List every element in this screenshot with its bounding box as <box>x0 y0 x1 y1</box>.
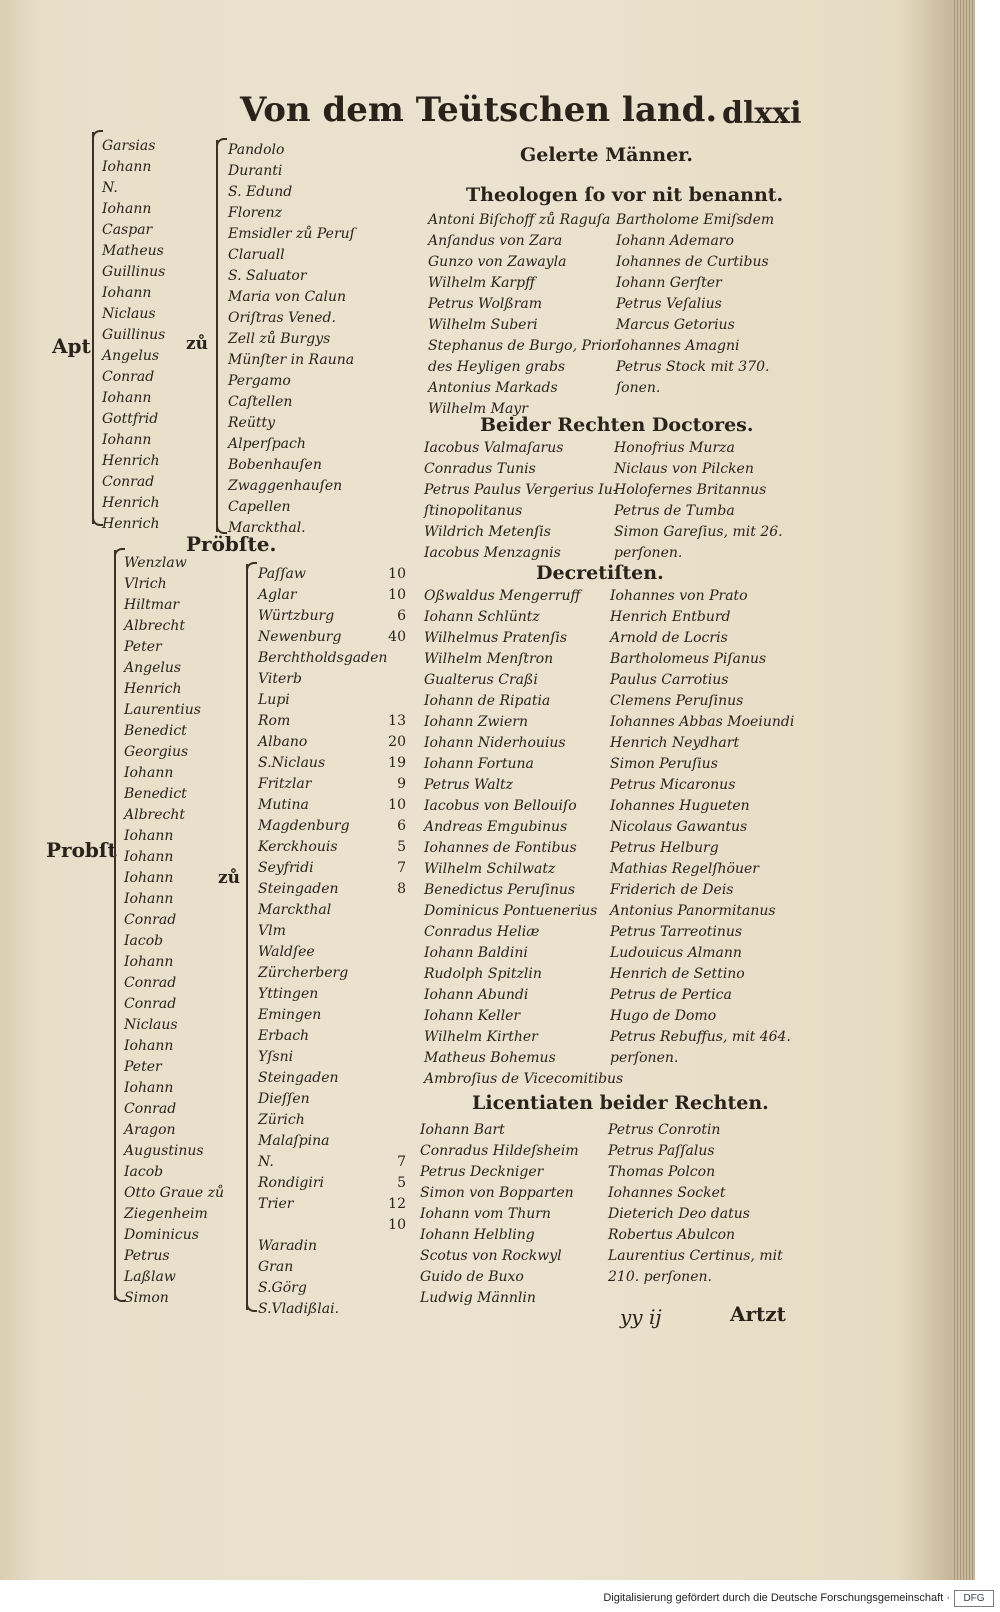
decretist-name: Iohannes Abbas Moeiundi <box>610 714 795 730</box>
probst-place: Trier <box>258 1196 294 1212</box>
apt-place: Emsidler zů Peruſ <box>228 226 355 242</box>
probst-name: Laßlaw <box>124 1269 176 1285</box>
probst-name: Hiltmar <box>124 597 180 613</box>
probst-name: Vlrich <box>124 576 167 592</box>
probst-place: Rondigiri <box>258 1175 325 1191</box>
decretist-name: Iohann Niderhouius <box>424 735 566 751</box>
probst-name: Angelus <box>124 660 182 676</box>
theologe-name: Anſandus von Zara <box>428 233 563 249</box>
probst-number: 12 <box>388 1196 406 1212</box>
decretist-name: Petrus Rebuffus, mit 464. <box>610 1029 791 1045</box>
beider-col1 <box>424 438 617 564</box>
probst-name: Benedict <box>124 786 187 802</box>
doctor-name: Petrus Paulus Vergerius Iu- <box>424 482 618 498</box>
decretist-name: Iohann Abundi <box>424 987 529 1003</box>
doctor-name: Petrus de Tumba <box>614 503 735 519</box>
probst-place: Waldſee <box>258 944 315 960</box>
theologe-name: ſonen. <box>616 380 661 396</box>
theologe-name: Antoni Biſchoff zů Raguſa <box>428 212 611 228</box>
probst-place <box>258 1215 387 1236</box>
probst-name: Iohann <box>124 1080 174 1096</box>
apt-place: S. Edund <box>228 184 293 200</box>
probst-name: Iacob <box>124 1164 164 1180</box>
probst-number: 7 <box>397 860 406 876</box>
decretist-name: Henrich de Settino <box>610 966 745 982</box>
probst-name: Iohann <box>124 954 174 970</box>
probst-place: Fritzlar <box>258 776 312 792</box>
decretist-name: Benedictus Peruſinus <box>424 882 576 898</box>
probst-place: Mutina <box>258 797 309 813</box>
probst-number: 5 <box>397 1175 406 1191</box>
probst-number <box>378 963 406 984</box>
apt-name: Conrad <box>102 474 155 490</box>
doctor-name: Niclaus von Pilcken <box>614 461 754 477</box>
licentiat-name: Robertus Abulcon <box>608 1227 736 1243</box>
probst-name: Iohann <box>124 849 174 865</box>
probst-number <box>378 1299 406 1320</box>
theologe-name: Marcus Getorius <box>616 317 735 333</box>
probst-place: Magdenburg <box>258 818 350 834</box>
probst-number <box>378 1068 406 1089</box>
apt-place: Florenz <box>228 205 282 221</box>
apt-name: Matheus <box>102 243 164 259</box>
doctor-name: Wildrich Metenſis <box>424 524 551 540</box>
decretist-name: Petrus de Pertica <box>610 987 732 1003</box>
probst-place: S.Görg <box>258 1280 307 1296</box>
probst-place: Würtzburg <box>258 608 335 624</box>
probst-place: Zürcherberg <box>258 965 349 981</box>
decretist-name: Rudolph Spitzlin <box>424 966 542 982</box>
apt-place: Zwaggenhauſen <box>228 478 343 494</box>
theologe-name: Iohann Gerſter <box>616 275 722 291</box>
probst-name: Conrad <box>124 912 177 928</box>
apt-brace <box>92 132 94 524</box>
probst-name: Iohann <box>124 891 174 907</box>
probst-place: S.Niclaus <box>258 755 326 771</box>
probst-places-list <box>258 564 387 1320</box>
probst-number: 10 <box>388 1217 406 1233</box>
probst-number <box>378 1257 406 1278</box>
probst-number <box>378 669 406 690</box>
probst-place: Aglar <box>258 587 297 603</box>
probst-name: Iohann <box>124 870 174 886</box>
probst-name: Iohann <box>124 1038 174 1054</box>
folio-number: dlxxi <box>722 96 802 131</box>
probst-place: Yttingen <box>258 986 319 1002</box>
probst-name: Simon <box>124 1290 169 1306</box>
apt-places-brace <box>216 140 218 532</box>
probst-name: Henrich <box>124 681 182 697</box>
doctor-name: perſonen. <box>614 545 683 561</box>
probst-name: Otto Graue zů <box>124 1185 224 1201</box>
probst-number <box>378 1089 406 1110</box>
decretist-name: Ambroſius de Vicecomitibus <box>424 1071 624 1087</box>
decretist-name: Iohann Schlüntz <box>424 609 540 625</box>
probst-number: 10 <box>388 797 406 813</box>
probst-number: 40 <box>388 629 406 645</box>
decretist-name: Iohann Zwiern <box>424 714 528 730</box>
probst-place: Marckthal <box>258 902 332 918</box>
licentiaten-heading: Licentiaten beider Rechten. <box>472 1092 769 1114</box>
footer-credit: Digitalisierung gefördert durch die Deutsche Forschungsgemeinschaft · <box>603 1592 950 1604</box>
probst-number: 5 <box>397 839 406 855</box>
probst-place: Erbach <box>258 1028 310 1044</box>
licentiat-name: Scotus von Rockwyl <box>420 1248 562 1264</box>
probst-number: 10 <box>388 566 406 582</box>
probst-name: Conrad <box>124 975 177 991</box>
probst-place: Zürich <box>258 1112 305 1128</box>
decretist-name: Iohann Fortuna <box>424 756 534 772</box>
theologe-name: Stephanus de Burgo, Prior <box>428 338 618 354</box>
probst-label: Probſt <box>46 838 117 862</box>
apt-place: Claruall <box>228 247 285 263</box>
gelerte-heading: Gelerte Männer. <box>520 144 694 166</box>
doctor-name: Holofernes Britannus <box>614 482 767 498</box>
decretist-name: Oßwaldus Mengerruff <box>424 588 581 604</box>
probst-number <box>378 900 406 921</box>
probst-name: Albrecht <box>124 807 186 823</box>
probst-places-brace <box>246 564 248 1310</box>
apt-place: Duranti <box>228 163 283 179</box>
probst-place: Seyfridi <box>258 860 314 876</box>
dfg-logo: DFG <box>954 1590 994 1607</box>
decretist-name: Bartholomeus Piſanus <box>610 651 767 667</box>
licentiat-name: Iohann Helbling <box>420 1227 535 1243</box>
probst-number: 20 <box>388 734 406 750</box>
apt-name: Henrich <box>102 516 160 532</box>
probst-name: Dominicus <box>124 1227 199 1243</box>
decretist-name: Petrus Micaronus <box>610 777 736 793</box>
probst-name: Iohann <box>124 765 174 781</box>
theologe-name: Petrus Wolßram <box>428 296 543 312</box>
apt-name: Guillinus <box>102 264 166 280</box>
apt-place: Alperſpach <box>228 436 306 452</box>
page-title: Von dem Teütschen land. <box>240 90 718 130</box>
probst-name: Peter <box>124 1059 162 1075</box>
licentiat-name: Ludwig Männlin <box>420 1290 536 1306</box>
apt-place: S. Saluator <box>228 268 307 284</box>
probst-name: Aragon <box>124 1122 176 1138</box>
theologe-name: des Heyligen grabs <box>428 359 566 375</box>
probst-name: Iacob <box>124 933 164 949</box>
probst-name: Peter <box>124 639 162 655</box>
theologe-name: Antonius Markads <box>428 380 558 396</box>
doctor-name: Iacobus Menzagnis <box>424 545 561 561</box>
apt-place: Marckthal. <box>228 520 306 536</box>
doctor-name: Simon Gareſius, mit 26. <box>614 524 783 540</box>
apt-places-list <box>228 140 355 539</box>
decretist-name: Simon Peruſius <box>610 756 718 772</box>
decretist-name: Ludouicus Almann <box>610 945 742 961</box>
probst-place: Waradin <box>258 1238 318 1254</box>
licentiat-name: Iohann Bart <box>420 1122 505 1138</box>
decretist-name: Petrus Helburg <box>610 840 719 856</box>
probst-place: Albano <box>258 734 308 750</box>
theologe-name: Wilhelm Mayr <box>428 401 528 417</box>
decretist-name: Friderich de Deis <box>610 882 734 898</box>
decretist-name: perſonen. <box>610 1050 679 1066</box>
probst-number <box>378 984 406 1005</box>
apt-place: Münſter in Rauna <box>228 352 355 368</box>
probst-name: Benedict <box>124 723 187 739</box>
decretist-name: Petrus Waltz <box>424 777 514 793</box>
decretisten-col1 <box>424 586 623 1090</box>
licentiaten-col2 <box>608 1120 783 1288</box>
probste-heading: Pröbſte. <box>186 532 277 556</box>
probst-number <box>378 1131 406 1152</box>
decretist-name: Antonius Panormitanus <box>610 903 776 919</box>
probst-number <box>378 1005 406 1026</box>
apt-name: Iohann <box>102 432 152 448</box>
apt-names-list <box>102 136 165 535</box>
probst-number <box>378 1110 406 1131</box>
probst-number: 19 <box>388 755 406 771</box>
decretist-name: Iohannes de Fontibus <box>424 840 577 856</box>
probst-number: 9 <box>397 776 406 792</box>
apt-place: Oriſtras Vened. <box>228 310 336 326</box>
decretist-name: Andreas Emgubinus <box>424 819 568 835</box>
theologe-name: Wilhelm Karpff <box>428 275 535 291</box>
licentiat-name: Iohann vom Thurn <box>420 1206 551 1222</box>
footer-bar <box>0 1580 1000 1612</box>
decretist-name: Iacobus von Bellouiſo <box>424 798 577 814</box>
licentiat-name: Laurentius Certinus, mit <box>608 1248 783 1264</box>
licentiat-name: Petrus Deckniger <box>420 1164 544 1180</box>
licentiat-name: Petrus Conrotin <box>608 1122 721 1138</box>
probst-number: 8 <box>397 881 406 897</box>
decretist-name: Wilhelm Menſtron <box>424 651 554 667</box>
decretist-name: Matheus Bohemus <box>424 1050 556 1066</box>
probst-number: 7 <box>397 1154 406 1170</box>
decretist-name: Iohannes Hugueten <box>610 798 750 814</box>
doctor-name: Iacobus Valmaſarus <box>424 440 564 456</box>
theologe-name: Iohannes de Curtibus <box>616 254 769 270</box>
signature-mark: yy ij <box>620 1305 662 1329</box>
probst-number: 10 <box>388 587 406 603</box>
doctor-name: Honofrius Murza <box>614 440 735 456</box>
licentiat-name: 210. perſonen. <box>608 1269 712 1285</box>
theologe-name: Petrus Veſalius <box>616 296 722 312</box>
theologe-name: Petrus Stock mit 370. <box>616 359 770 375</box>
catchword: Artzt <box>730 1302 786 1326</box>
apt-name: Henrich <box>102 453 160 469</box>
probst-number <box>378 1047 406 1068</box>
zu-label-1: zů <box>186 334 209 354</box>
probst-number: 6 <box>397 608 406 624</box>
decretist-name: Paulus Carrotius <box>610 672 729 688</box>
theologe-name: Iohann Ademaro <box>616 233 734 249</box>
decretist-name: Mathias Regelſhöuer <box>610 861 759 877</box>
apt-place: Maria von Calun <box>228 289 347 305</box>
probst-number <box>378 1236 406 1257</box>
theologen-col1 <box>428 210 617 420</box>
apt-name: Iohann <box>102 201 152 217</box>
probst-name: Conrad <box>124 1101 177 1117</box>
apt-name: Iohann <box>102 390 152 406</box>
licentiat-name: Thomas Polcon <box>608 1164 716 1180</box>
page-edge-stack <box>952 0 975 1580</box>
decretist-name: Iohann Baldini <box>424 945 528 961</box>
probst-number: 13 <box>388 713 406 729</box>
probst-name: Petrus <box>124 1248 170 1264</box>
probst-name: Augustinus <box>124 1143 204 1159</box>
probst-number <box>378 1026 406 1047</box>
probst-name: Laurentius <box>124 702 201 718</box>
probst-number <box>378 921 406 942</box>
apt-name: Angelus <box>102 348 160 364</box>
licentiat-name: Simon von Bopparten <box>420 1185 574 1201</box>
probst-place: Rom <box>258 713 291 729</box>
probst-place: Dieſſen <box>258 1091 310 1107</box>
probst-number <box>378 648 406 669</box>
apt-place: Reütty <box>228 415 276 431</box>
licentiaten-col1 <box>420 1120 579 1309</box>
apt-name: Gottfrid <box>102 411 159 427</box>
decretist-name: Dominicus Pontuenerius <box>424 903 598 919</box>
theologe-name: Wilhelm Suberi <box>428 317 538 333</box>
decretisten-heading: Decretiſten. <box>536 562 664 584</box>
apt-place: Caſtellen <box>228 394 293 410</box>
probst-place: Emingen <box>258 1007 322 1023</box>
beider-col2 <box>614 438 783 564</box>
decretist-name: Hugo de Domo <box>610 1008 717 1024</box>
probst-place: Lupi <box>258 692 290 708</box>
probst-place: Malaſpina <box>258 1133 330 1149</box>
probst-number <box>378 942 406 963</box>
apt-name: Garsias <box>102 138 156 154</box>
licentiat-name: Iohannes Socket <box>608 1185 726 1201</box>
decretisten-col2 <box>610 586 794 1069</box>
theologe-name: Gunzo von Zawayla <box>428 254 567 270</box>
decretist-name: Henrich Entburd <box>610 609 731 625</box>
decretist-name: Wilhelm Schilwatz <box>424 861 556 877</box>
decretist-name: Iohann de Ripatia <box>424 693 551 709</box>
probst-names-list <box>124 553 224 1309</box>
probst-number: 6 <box>397 818 406 834</box>
apt-label: Apt <box>52 334 91 358</box>
beider-heading: Beider Rechten Doctores. <box>480 414 754 436</box>
probst-name: Albrecht <box>124 618 186 634</box>
probst-place: Yſsni <box>258 1049 294 1065</box>
apt-place: Pandolo <box>228 142 285 158</box>
apt-name: Caspar <box>102 222 153 238</box>
apt-name: Iohann <box>102 285 152 301</box>
licentiat-name: Petrus Paſſalus <box>608 1143 715 1159</box>
decretist-name: Conradus Heliæ <box>424 924 540 940</box>
apt-name: Guillinus <box>102 327 166 343</box>
decretist-name: Iohannes von Prato <box>610 588 748 604</box>
apt-place: Pergamo <box>228 373 291 389</box>
decretist-name: Clemens Peruſinus <box>610 693 744 709</box>
probst-name: Georgius <box>124 744 189 760</box>
probst-place: Newenburg <box>258 629 342 645</box>
probst-name: Conrad <box>124 996 177 1012</box>
probst-place: S.Vladißlai. <box>258 1301 340 1317</box>
apt-name: Conrad <box>102 369 155 385</box>
apt-name: Niclaus <box>102 306 156 322</box>
probst-place: Paſſaw <box>258 566 306 582</box>
decretist-name: Wilhelm Kirther <box>424 1029 538 1045</box>
doctor-name: Conradus Tunis <box>424 461 536 477</box>
decretist-name: Iohann Keller <box>424 1008 521 1024</box>
apt-name: Iohann <box>102 159 152 175</box>
theologe-name: Iohannes Amagni <box>616 338 740 354</box>
probst-brace <box>114 550 116 1300</box>
decretist-name: Henrich Neydhart <box>610 735 740 751</box>
licentiat-name: Conradus Hildeſsheim <box>420 1143 579 1159</box>
decretist-name: Gualterus Craßi <box>424 672 538 688</box>
probst-place: Viterb <box>258 671 302 687</box>
apt-place: Bobenhauſen <box>228 457 322 473</box>
theologe-name: Bartholome Emiſsdem <box>616 212 775 228</box>
decretist-name: Petrus Tarreotinus <box>610 924 743 940</box>
theologen-col2 <box>616 210 774 399</box>
apt-name: N. <box>102 180 118 196</box>
apt-name: Henrich <box>102 495 160 511</box>
theologen-heading: Theologen ſo vor nit benannt. <box>466 184 784 206</box>
licentiat-name: Dieterich Deo datus <box>608 1206 750 1222</box>
probst-place: Berchtholdsgaden <box>258 650 388 666</box>
probst-name: Niclaus <box>124 1017 178 1033</box>
probst-name: Wenzlaw <box>124 555 187 571</box>
probst-place: Kerckhouis <box>258 839 338 855</box>
apt-place: Capellen <box>228 499 291 515</box>
probst-numbers-list <box>378 564 406 1320</box>
decretist-name: Arnold de Locris <box>610 630 728 646</box>
licentiat-name: Guido de Buxo <box>420 1269 524 1285</box>
probst-place: Steingaden <box>258 881 339 897</box>
decretist-name: Wilhelmus Pratenſis <box>424 630 568 646</box>
decretist-name: Nicolaus Gawantus <box>610 819 748 835</box>
probst-name: Iohann <box>124 828 174 844</box>
probst-place: Steingaden <box>258 1070 339 1086</box>
probst-number <box>378 690 406 711</box>
apt-place: Zell zů Burgys <box>228 331 331 347</box>
probst-number <box>378 1278 406 1299</box>
doctor-name: ſtinopolitanus <box>424 503 523 519</box>
probst-place: Vlm <box>258 923 286 939</box>
zu-label-2: zů <box>218 868 241 888</box>
probst-place: Gran <box>258 1259 294 1275</box>
probst-name: Ziegenheim <box>124 1206 208 1222</box>
probst-place: N. <box>258 1154 274 1170</box>
